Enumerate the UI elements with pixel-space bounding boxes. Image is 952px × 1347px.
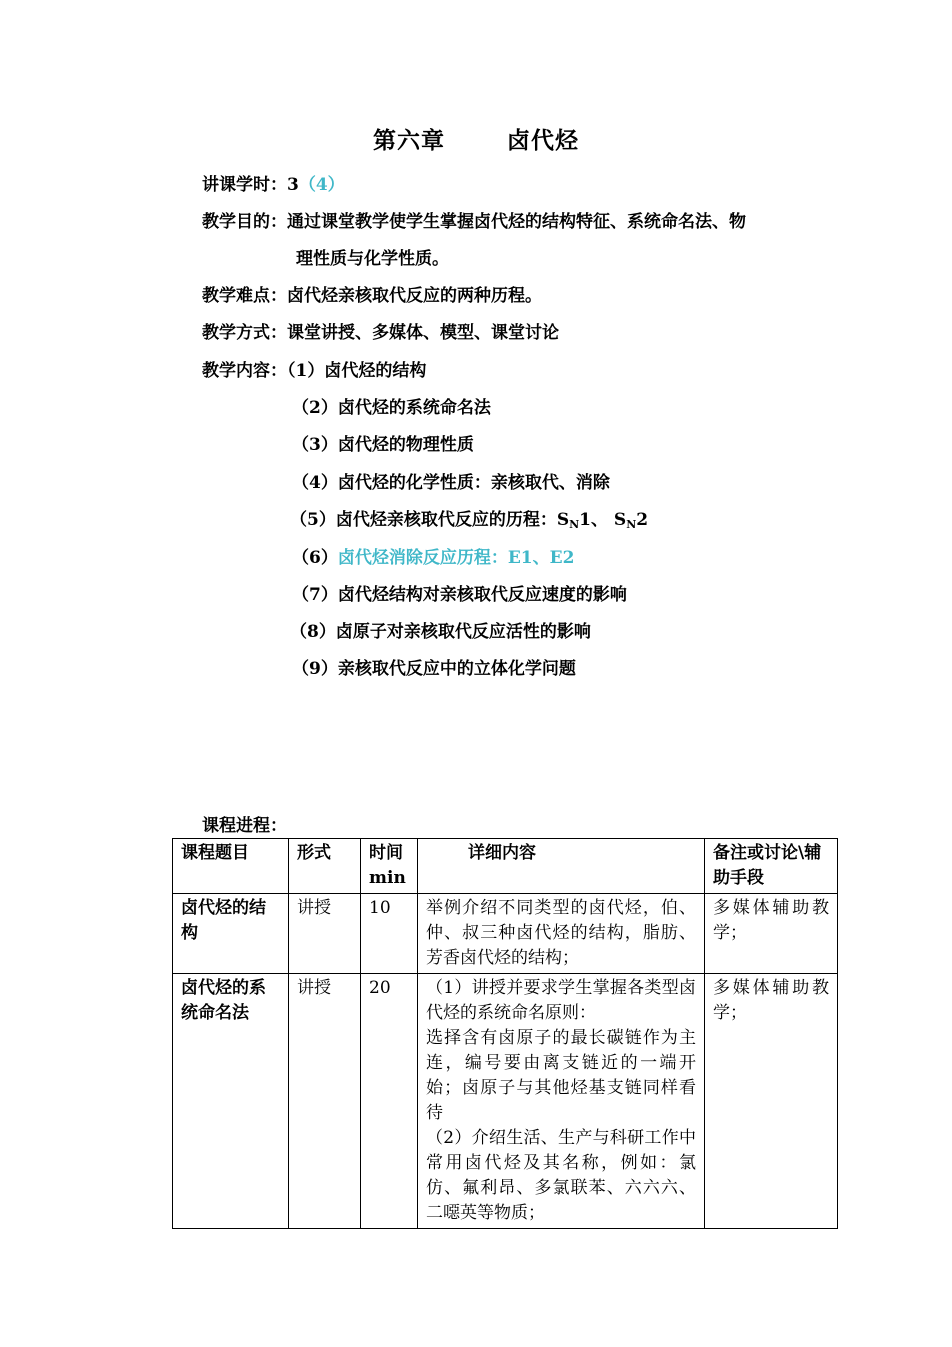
lecture-hours-extra: （4） — [298, 175, 345, 195]
cell-form: 讲授 — [289, 894, 361, 974]
content-item: （1）卤代烃的结构 — [287, 361, 427, 381]
content-item-highlight: 卤代烃消除反应历程：E1、E2 — [337, 548, 575, 568]
lecture-hours-value: 3 — [287, 175, 299, 195]
course-progress-table — [172, 838, 838, 1229]
teaching-difficulty — [202, 285, 542, 307]
table-row — [173, 974, 838, 1229]
content-item-text: 2 — [636, 510, 649, 530]
cell-topic: 卤代烃的结构 — [173, 894, 289, 974]
content-item: （3）卤代烃的物理性质 — [292, 435, 474, 455]
content-item: （7）卤代烃结构对亲核取代反应速度的影响 — [292, 585, 627, 605]
cell-topic: 卤代烃的系统命名法 — [173, 974, 289, 1229]
method-label: 教学方式： — [202, 323, 287, 343]
difficulty-label: 教学难点： — [202, 286, 287, 306]
content-item-text: 1、 S — [579, 510, 627, 530]
cell-note: 多媒体辅助教学； — [705, 974, 838, 1229]
course-progress-label: 课程进程： — [202, 816, 287, 836]
lecture-hours-label: 讲课学时： — [202, 175, 287, 195]
subscript: N — [626, 518, 637, 531]
cell-note: 多媒体辅助教学； — [705, 894, 838, 974]
content-label: 教学内容： — [202, 361, 287, 381]
teaching-content — [202, 360, 426, 382]
header-form: 形式 — [289, 839, 361, 894]
lecture-hours — [202, 174, 345, 196]
objective-text-1: 通过课堂教学使学生掌握卤代烃的结构特征、系统命名法、物 — [287, 212, 746, 232]
objective-text-2: 理性质与化学性质。 — [296, 249, 449, 269]
content-item — [290, 509, 648, 536]
content-item-text: （5）卤代烃亲核取代反应的历程：S — [290, 510, 570, 530]
detail-paragraph: （1）讲授并要求学生掌握各类型卤代烃的系统命名原则： — [426, 978, 696, 1023]
cell-detail: 举例介绍不同类型的卤代烃，伯、仲、叔三种卤代烃的结构，脂肪、芳香卤代烃的结构； — [418, 894, 705, 974]
content-item-text: （6） — [292, 548, 338, 568]
content-item: （8）卤原子对亲核取代反应活性的影响 — [290, 622, 591, 642]
chapter-title — [0, 122, 952, 155]
content-item: （2）卤代烃的系统命名法 — [292, 398, 491, 418]
content-item — [292, 547, 574, 569]
cell-detail — [418, 974, 705, 1229]
header-detail: 详细内容 — [418, 839, 705, 894]
teaching-method — [202, 322, 559, 344]
content-item: （9）亲核取代反应中的立体化学问题 — [292, 659, 576, 679]
method-text: 课堂讲授、多媒体、模型、课堂讨论 — [287, 323, 559, 343]
cell-time: 10 — [361, 894, 418, 974]
header-time: 时间min — [361, 839, 418, 894]
table-row — [173, 894, 838, 974]
chapter-name: 卤代烃 — [507, 127, 579, 154]
cell-time: 20 — [361, 974, 418, 1229]
teaching-objective — [202, 211, 746, 233]
cell-form: 讲授 — [289, 974, 361, 1229]
header-note: 备注或讨论\辅助手段 — [705, 839, 838, 894]
objective-label: 教学目的： — [202, 212, 287, 232]
detail-paragraph: （2）介绍生活、生产与科研工作中常用卤代烃及其名称，例如：氯仿、氟利昂、多氯联苯、六六六、二噁英等物质； — [426, 1128, 696, 1223]
chapter-number: 第六章 — [373, 127, 445, 154]
subscript: N — [569, 518, 580, 531]
detail-paragraph: 选择含有卤原子的最长碳链作为主连，编号要由离支链近的一端开始；卤原子与其他烃基支链同样看待 — [426, 1028, 696, 1123]
difficulty-text: 卤代烃亲核取代反应的两种历程。 — [287, 286, 542, 306]
content-item: （4）卤代烃的化学性质：亲核取代、消除 — [292, 473, 610, 493]
header-topic: 课程题目 — [173, 839, 289, 894]
table-header-row — [173, 839, 838, 894]
